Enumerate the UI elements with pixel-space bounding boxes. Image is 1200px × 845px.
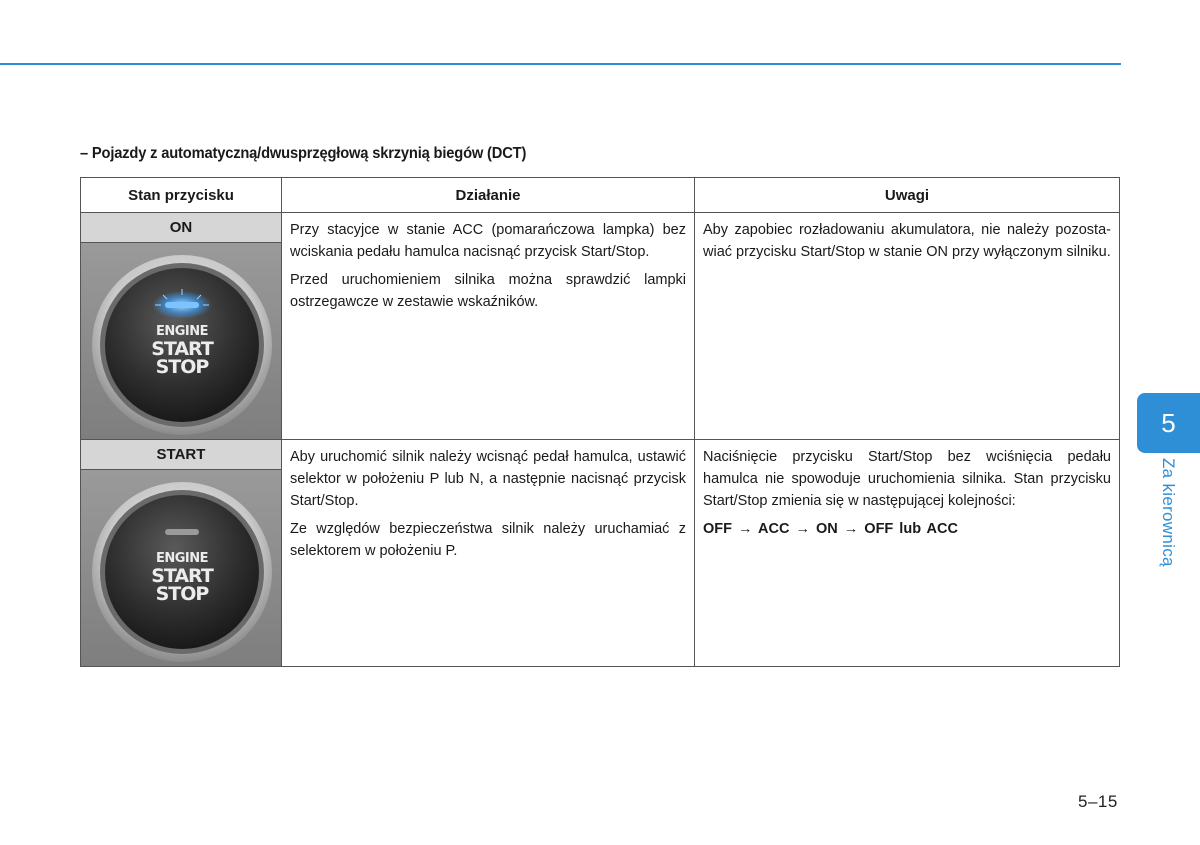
header-state: Stan przycisku	[81, 178, 282, 213]
header-action: Działanie	[282, 178, 695, 213]
button-states-table	[80, 177, 1120, 667]
notes-cell-on	[695, 213, 1120, 440]
table-row	[81, 213, 1120, 440]
button-text-engine: ENGINE	[155, 324, 209, 339]
table-row	[81, 440, 1120, 667]
state-sequence: OFF → ACC → ON → OFF lub ACC	[703, 521, 958, 537]
state-cell-start	[81, 440, 282, 667]
chapter-number-tab[interactable]: 5	[1137, 393, 1200, 453]
table-header-row	[81, 178, 1120, 213]
chapter-title: Za kierownicą	[1159, 458, 1178, 567]
engine-start-stop-button-icon	[81, 243, 281, 439]
notes-paragraph: Naciśnięcie przycisku Start/Stop bez wciśnięcia pedału hamulca nie spowoduje uruchomienia silnika. Stan przycisku Start/Stop zmienia się w następującej kolejności:	[703, 449, 1111, 509]
header-notes: Uwagi	[695, 178, 1120, 213]
section-heading: – Pojazdy z automatyczną/dwusprzęgłową skrzynią biegów (DCT)	[80, 145, 527, 162]
top-rule	[0, 63, 1121, 65]
button-text-stop: STOP	[155, 356, 209, 378]
state-cell-on	[81, 213, 282, 440]
engine-button-image-on	[81, 243, 281, 439]
notes-cell-start	[695, 440, 1120, 667]
button-text-engine: ENGINE	[155, 551, 209, 566]
action-cell-on	[282, 213, 695, 440]
page-number: 5–15	[1078, 792, 1118, 811]
engine-start-stop-button-icon	[81, 470, 281, 666]
action-paragraph: Przed uruchomieniem silnika można sprawdzić lampki ostrzegawcze w zestawie wskaźników.	[290, 272, 686, 310]
state-label: START	[81, 440, 281, 470]
notes-paragraph: Aby zapobiec rozładowaniu akumulatora, nie należy pozostawiać przycisku Start/Stop w stanie ON przy wyłączonym silniku.	[703, 222, 1111, 260]
action-paragraph: Aby uruchomić silnik należy wcisnąć pedał hamulca, ustawić selektor w położeniu P lub N, a następnie nacisnąć przycisk Start/Stop.	[290, 449, 686, 509]
button-text-stop: STOP	[155, 583, 209, 605]
button-text-start: START	[151, 338, 213, 360]
state-label: ON	[81, 213, 281, 243]
action-paragraph: Przy stacyjce w stanie ACC (pomarańczowa lampka) bez wciskania pedału hamulca nacisnąć przycisk Start/Stop.	[290, 222, 686, 260]
engine-button-image-start	[81, 470, 281, 666]
action-cell-start	[282, 440, 695, 667]
action-paragraph: Ze względów bezpieczeństwa silnik należy uruchamiać z selektorem w położeniu P.	[290, 521, 686, 559]
button-text-start: START	[151, 565, 213, 587]
